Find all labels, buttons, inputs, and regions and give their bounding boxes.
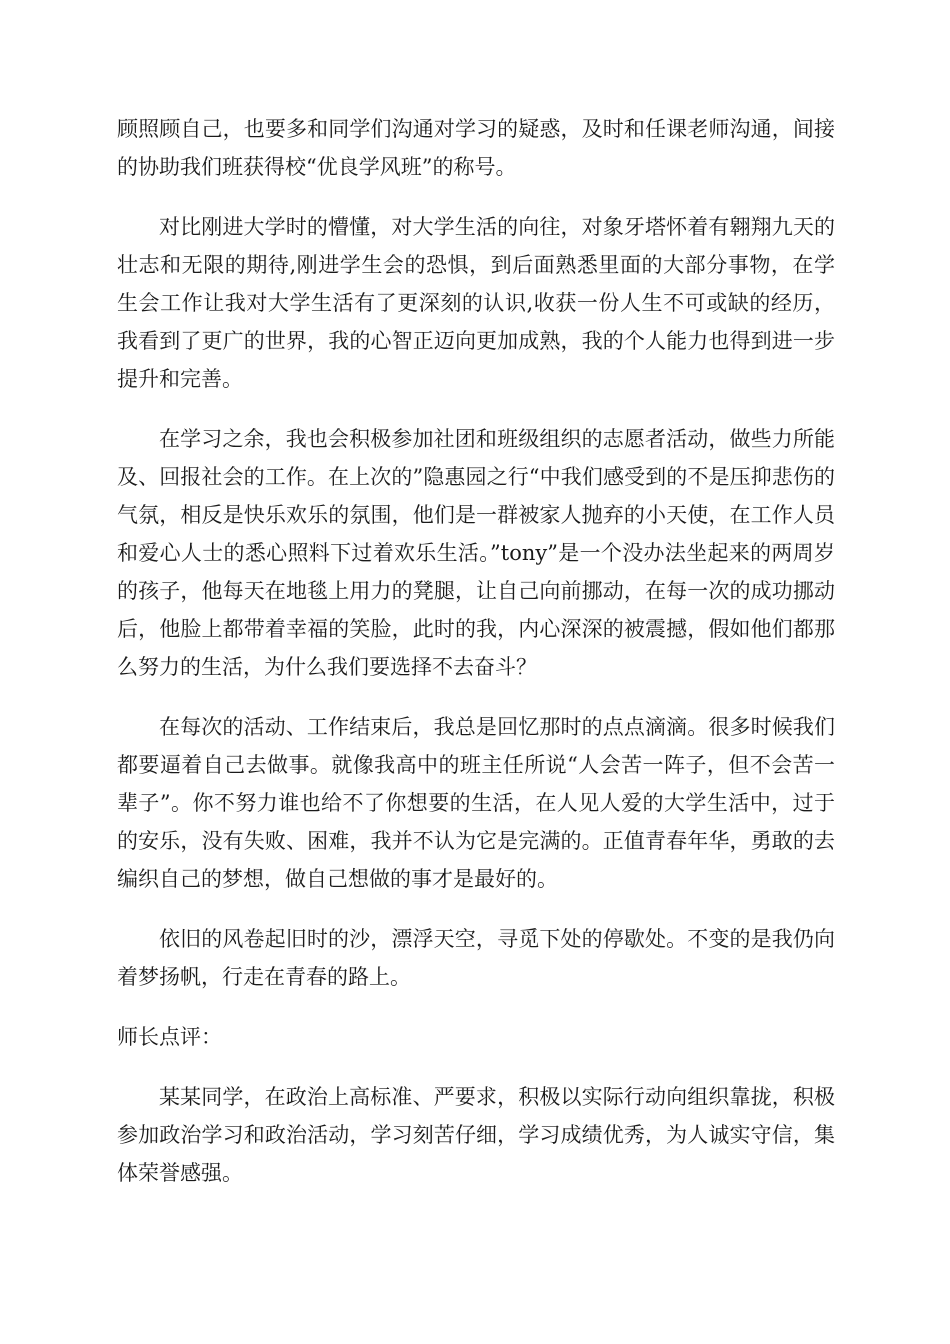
- teacher-comment-heading: 师长点评：: [117, 1025, 222, 1049]
- paragraph-reflection: 对比刚进大学时的懵懂，对大学生活的向往，对象牙塔怀着有翱翔九天的壮志和无限的期待,刚进学生会的恐惧，到后面熟悉里面的大部分事物，在学生会工作让我对大学生活有了更深刻的认识,收获一份人生不可或缺的经历，我看到了更广的世界，我的心智正迈向更加成熟，我的个人能力也得到进一步提升和完善。: [117, 215, 835, 391]
- paragraph-closing: 依旧的风卷起旧时的沙，漂浮天空，寻觅下处的停歇处。不变的是我仍向着梦扬帆，行走在青春的路上。: [117, 927, 835, 989]
- paragraph-continuation: 顾照顾自己，也要多和同学们沟通对学习的疑惑，及时和任课老师沟通，间接的协助我们班获得校“优良学风班”的称号。: [117, 117, 835, 179]
- teacher-comment-text: 某某同学，在政治上高标准、严要求，积极以实际行动向组织靠拢，积极参加政治学习和政治活动，学习刻苦仔细，学习成绩优秀，为人诚实守信，集体荣誉感强。: [117, 1085, 835, 1185]
- paragraph-volunteer: 在学习之余，我也会积极参加社团和班级组织的志愿者活动，做些力所能及、回报社会的工作。在上次的”隐惠园之行“中我们感受到的不是压抑悲伤的气氛，相反是快乐欢乐的氛围，他们是一群被家人抛弃的小天使，在工作人员和爱心人士的悉心照料下过着欢乐生活。”tony”是一个没办法坐起来的两周岁的孩子，他每天在地毯上用力的凳腿，让自己向前挪动，在每一次的成功挪动后，他脸上都带着幸福的笑脸，此时的我，内心深深的被震撼，假如他们都那么努力的生活，为什么我们要选择不去奋斗？: [117, 427, 835, 679]
- paragraph-activities: 在每次的活动、工作结束后，我总是回忆那时的点点滴滴。很多时候我们都要逼着自己去做事。就像我高中的班主任所说“人会苦一阵子，但不会苦一辈子”。你不努力谁也给不了你想要的生活，在人见人爱的大学生活中，过于的安乐，没有失败、困难，我并不认为它是完满的。正值青春年华，勇敢的去编织自己的梦想，做自己想做的事才是最好的。: [117, 715, 835, 891]
- document-body: [117, 110, 835, 1214]
